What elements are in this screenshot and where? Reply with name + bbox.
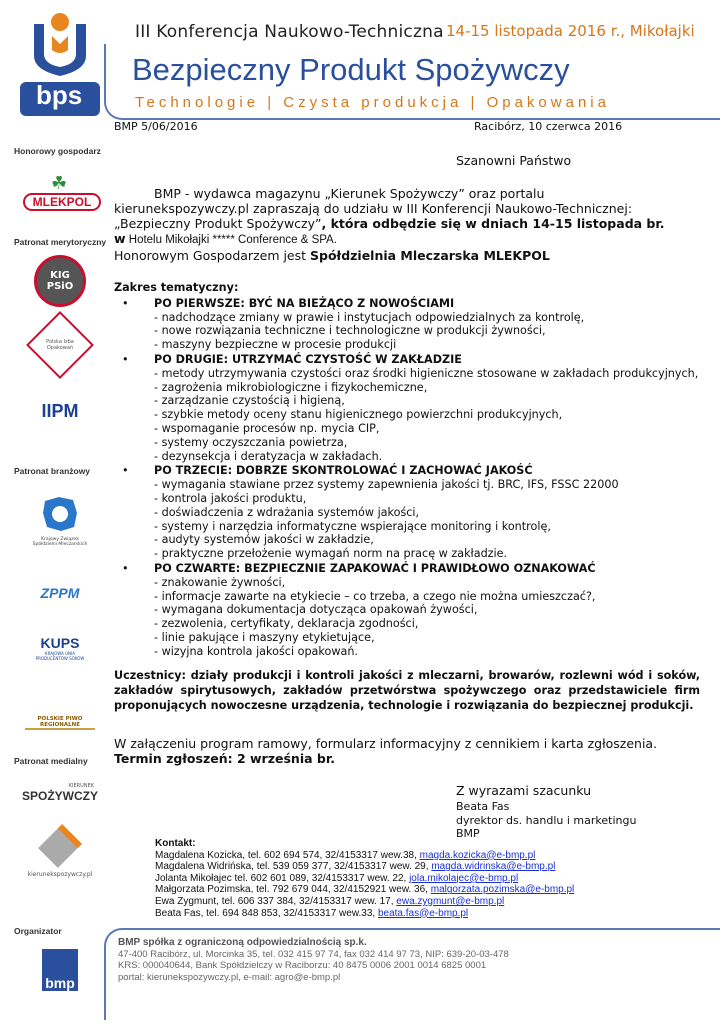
- contact-details: Jolanta Mikołajec tel. 602 601 089, 32/4153317 wew. 22,: [155, 872, 410, 884]
- bmp-logo: bmp: [20, 946, 100, 994]
- topic-section: [134, 297, 704, 352]
- topic-item: - nowe rozwiązania techniczne i technologiczne w produkcji żywności,: [154, 324, 546, 338]
- footer: BMP spółka z ograniczoną odpowiedzialnością sp.k. 47-400 Racibórz, ul. Morcinka 35, tel. 032 415 97 74, fax 032 414 97 73, NIP: 639-20-03-478 KRS: 000040644, Bank Spółdzielczy w Raciborzu: 40 8475 0006 2001 0014 6825 0001 portal: kierunekspozywczy.pl, e-mail: agro@e-bmp.pl: [118, 937, 509, 983]
- participants-paragraph: Uczestnicy: działy produkcji i kontroli jakości z mleczarni, browarów, rozlewni wód i soków, zakładów spirytusowych, zakładów przetwórstwa spożywczego oraz przedstawiciele firm proponujących nowoczesne urządzenia, technologie i rozwiązania do bezpiecznej produkcji.: [114, 669, 700, 712]
- contact-email-link[interactable]: ewa.zygmunt@e-bmp.pl: [396, 895, 505, 907]
- topic-item: - kontrola jakości produktu,: [154, 491, 307, 505]
- conference-name: III Konferencja Naukowo-Techniczna: [135, 22, 444, 42]
- topic-item: - dezynsekcja i deratyzacja w zakładach.: [154, 449, 383, 463]
- page-subtitle: Technologie | Czysta produkcja | Opakowania: [135, 94, 610, 111]
- page-title: Bezpieczny Produkt Spożywczy: [132, 52, 570, 87]
- clover-icon: ☘: [51, 173, 68, 194]
- topic-heading: • PO PIERWSZE: BYĆ NA BIEŻĄCO Z NOWOŚCIAMI: [154, 296, 455, 310]
- bps-logo-text: bps: [36, 80, 83, 110]
- contact-row: [155, 908, 574, 920]
- attachment-note: W załączeniu program ramowy, formularz informacyjny z cennikiem i karta zgłoszenia. Termin zgłoszeń: 2 września br.: [114, 736, 658, 766]
- salutation: Szanowni Państwo: [456, 153, 572, 168]
- contact-details: Magdalena Kozicka, tel. 602 694 574, 32/4153317 wew.38,: [155, 849, 420, 861]
- iipm-logo: IIPM: [41, 400, 79, 421]
- contact-details: Ewa Zygmunt, tel. 606 337 384, 32/4153317 wew. 17,: [155, 895, 397, 907]
- topic-section: [134, 562, 704, 659]
- merit-label: Patronat merytoryczny: [14, 237, 107, 247]
- contact-details: Małgorzata Pozimska, tel. 792 679 044, 32/4152921 wew. 36,: [155, 884, 431, 896]
- topic-heading: • PO CZWARTE: BEZPIECZNIE ZAPAKOWAĆ I PRAWIDŁOWO OZNAKOWAĆ: [154, 561, 596, 575]
- kierunek-spozywczy-logo: KIERUNEK SPOŻYWCZY: [21, 783, 98, 803]
- topic-item: - wizyjna kontrola jakości opakowań.: [154, 644, 358, 658]
- contact-email-link[interactable]: beata.fas@e-bmp.pl: [377, 907, 469, 919]
- topic-item: - metody utrzymywania czystości oraz środki higieniczne stosowane w zakładach produkcyjnych,: [154, 366, 699, 380]
- topic-item: - zagrożenia mikrobiologiczne i fizykochemiczne,: [154, 380, 428, 394]
- topic-item: - wspomaganie procesów np. mycia CIP,: [154, 421, 380, 435]
- poland-map-icon: [39, 493, 81, 535]
- topic-section: [134, 464, 704, 561]
- contacts-block: Kontakt: Magdalena Kozicka, tel. 602 694 574, 32/4153317 wew.38, magda.kozicka@e-bmp.pl Magdalena Widrińska, tel. 539 059 377, 32/4153317 wew. 29, magda.widrinska@e-bmp.pl Jolanta Mikołajec tel. 602 601 089, 32/4153317 wew. 22, jola.mikolajec@e-bmp.pl Małgorzata Pozimska, tel. 792 679 044, 32/4152921 wew. 36, malgorzata.pozimska@e-bmp.pl Ewa Zygmunt, tel. 606 337 384, 32/4153317 wew. 17, ewa.zygmunt@e-bmp.pl Beata Fas, tel. 694 848 853, 32/4153317 wew.33, beata.fas@e-bmp.pl: [155, 838, 575, 919]
- contact-email-link[interactable]: magda.kozicka@e-bmp.pl: [419, 849, 536, 861]
- signature-block: Beata Fas dyrektor ds. handlu i marketingu BMP: [456, 800, 637, 840]
- document-reference: BMP 5/06/2016: [114, 120, 198, 133]
- kzsm-logo: Krajowy Związek Spółdzielni Mleczarskich: [20, 490, 100, 550]
- topic-item: - systemy i narzędzia informatyczne wspierające monitoring i kontrolę,: [154, 519, 551, 533]
- topic-item: - wymagana dokumentacja dotycząca opakowań żywości,: [154, 603, 478, 617]
- contact-row: [155, 896, 574, 908]
- zppm-logo: ZPPM: [40, 585, 80, 601]
- topic-item: - informacje zawarte na etykiecie – co trzeba, a czego nie można umieszczać?,: [154, 589, 596, 603]
- regards: Z wyrazami szacunku: [456, 783, 592, 798]
- topic-item: - maszyny bezpieczne w procesie produkcji: [154, 338, 397, 352]
- contact-details: Magdalena Widrińska, tel. 539 059 377, 32/4153317 wew. 29,: [155, 861, 432, 873]
- topics-list: [114, 281, 704, 659]
- contact-row: [155, 850, 574, 862]
- topic-item: - znakowanie żywności,: [154, 575, 286, 589]
- conference-date: 14-15 listopada 2016 r., Mikołajki: [446, 22, 695, 40]
- topic-item: - praktyczne przełożenie wymagań norm na pracę w zakładzie.: [154, 547, 508, 561]
- topic-item: - systemy oczyszczania powietrza,: [154, 435, 348, 449]
- organizer-label: Organizator: [14, 926, 62, 936]
- place-date: Racibórz, 10 czerwca 2016: [474, 120, 623, 133]
- topic-sections: [114, 297, 704, 659]
- contact-details: Beata Fas, tel. 694 848 853, 32/4153317 wew.33,: [155, 907, 378, 919]
- mlekpol-logo: ☘ MLEKPOL: [20, 170, 100, 220]
- kups-logo: KUPS KRAJOWA UNIA PRODUCENTÓW SOKÓW: [35, 635, 85, 661]
- contact-row: [155, 861, 574, 873]
- contact-row: [155, 873, 574, 885]
- contact-row: [155, 884, 574, 896]
- kig-logo: KIG PSiO: [20, 256, 100, 306]
- izba-opakowan-logo: Polska Izba Opakowań: [20, 320, 100, 370]
- kierunek-spozywczy-small-logo: kierunekspozywczy.pl: [20, 826, 100, 880]
- topic-item: - nadchodzące zmiany w prawie i instytucjach odpowiedzialnych za kontrolę,: [154, 310, 585, 324]
- media-label: Patronat medialny: [14, 756, 88, 766]
- cube-icon: [38, 824, 82, 868]
- polskie-piwo-logo: POLSKIE PIWO REGIONALNE: [20, 710, 100, 736]
- topics-title: Zakres tematyczny:: [114, 281, 239, 294]
- contact-list: [155, 850, 574, 920]
- topic-item: - wymagania stawiane przez systemy zapewnienia jakości tj. BRC, IFS, FSSC 22000: [154, 478, 619, 492]
- contact-email-link[interactable]: magda.widrinska@e-bmp.pl: [431, 861, 556, 873]
- topic-item: - szybkie metody oceny stanu higienicznego powierzchni produkcyjnych,: [154, 408, 563, 422]
- topic-heading: • PO TRZECIE: DOBRZE SKONTROLOWAĆ I ZACHOWAĆ JAKOŚĆ: [154, 464, 533, 478]
- topic-item: - zezwolenia, certyfikaty, deklaracja zgodności,: [154, 617, 419, 631]
- contact-email-link[interactable]: malgorzata.pozimska@e-bmp.pl: [430, 884, 575, 896]
- contact-email-link[interactable]: jola.mikolajec@e-bmp.pl: [409, 872, 519, 884]
- conference-logo: [14, 10, 106, 120]
- host-label: Honorowy gospodarz: [14, 146, 101, 156]
- topic-section: [134, 353, 704, 463]
- topic-item: - audyty systemów jakości w zakładzie,: [154, 533, 374, 547]
- topic-heading: • PO DRUGIE: UTRZYMAĆ CZYSTOŚĆ W ZAKŁADZIE: [154, 352, 462, 366]
- topic-item: - linie pakujące i maszyny etykietujące,: [154, 630, 375, 644]
- topic-item: - zarządzanie czystością i higieną,: [154, 394, 345, 408]
- topic-item: - doświadczenia z wdrażania systemów jakości,: [154, 505, 420, 519]
- deadline: Termin zgłoszeń: 2 września br.: [114, 751, 335, 766]
- industry-label: Patronat branżowy: [14, 466, 91, 476]
- intro-paragraph: BMP - wydawca magazynu „Kierunek Spożywczy” oraz portalu kierunekspozywczy.pl zapraszają do udziału w III Konferencji Naukowo-Technicznej: „Bezpieczny Produkt Spożywczy”, która odbędzie się w dniach 14-15 listopada br. w Hotelu Mikołajki ***** Conference & SPA. Honorowym Gospodarzem jest Spółdzielnia Mleczarska MLEKPOL: [114, 186, 665, 263]
